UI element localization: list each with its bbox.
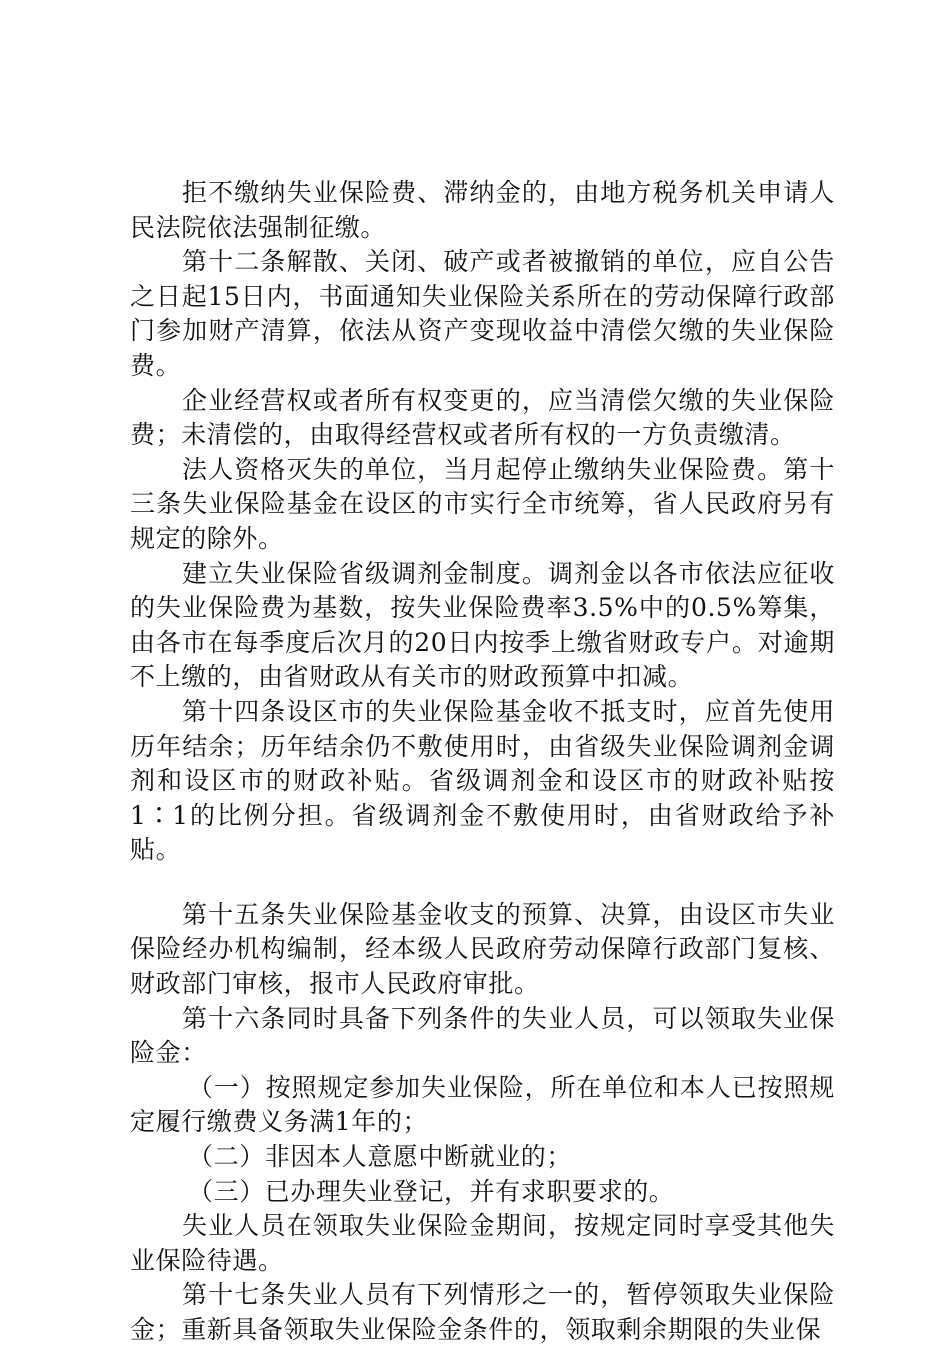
- paragraph-4: 法人资格灭失的单位，当月起停止缴纳失业保险费。第十三条失业保险基金在设区的市实行全市统筹，省人民政府另有规定的除外。: [130, 454, 835, 553]
- list-item-1: （一）按照规定参加失业保险，所在单位和本人已按照规定履行缴费义务满1年的；: [130, 1072, 835, 1137]
- paragraph-5: 建立失业保险省级调剂金制度。调剂金以各市依法应征收的失业保险费为基数，按失业保险费率3.5%中的0.5%筹集，由各市在每季度后次月的20日内按季上缴省财政专户。对逾期不上缴的，由省财政从有关市的财政预算中扣减。: [130, 558, 835, 692]
- list-item-3: （三）已办理失业登记，并有求职要求的。: [188, 1176, 675, 1206]
- paragraph-10: 第十七条失业人员有下列情形之一的，暂停领取失业保险金；重新具备领取失业保险金条件的，领取剩余期限的失业保: [130, 1280, 835, 1344]
- list-item-2: （二）非因本人意愿中断就业的；: [188, 1142, 573, 1172]
- document-body: [130, 176, 835, 1348]
- paragraph-9: 失业人员在领取失业保险金期间，按规定同时享受其他失业保险待遇。: [130, 1211, 835, 1275]
- paragraph-1: 拒不缴纳失业保险费、滞纳金的，由地方税务机关申请人民法院依法强制征缴。: [130, 178, 835, 242]
- paragraph-3: 企业经营权或者所有权变更的，应当清偿欠缴的失业保险费；未清偿的，由取得经营权或者所有权的一方负责缴清。: [130, 385, 835, 450]
- paragraph-8: 第十六条同时具备下列条件的失业人员，可以领取失业保险金：: [130, 1003, 835, 1068]
- paragraph-6: 第十四条设区市的失业保险基金收不抵支时，应首先使用历年结余；历年结余仍不敷使用时，由省级失业保险调剂金调剂和设区市的财政补贴。省级调剂金和设区市的财政补贴按1∶1的比例分担。省级调剂金不敷使用时，由省财政给予补贴。: [130, 696, 835, 865]
- paragraph-7: 第十五条失业保险基金收支的预算、决算，由设区市失业保险经办机构编制，经本级人民政府劳动保障行政部门复核、财政部门审核，报市人民政府审批。: [130, 899, 835, 999]
- paragraph-2: 第十二条解散、关闭、破产或者被撤销的单位，应自公告之日起15日内，书面通知失业保险关系所在的劳动保障行政部门参加财产清算，依法从资产变现收益中清偿欠缴的失业保险费。: [130, 247, 835, 380]
